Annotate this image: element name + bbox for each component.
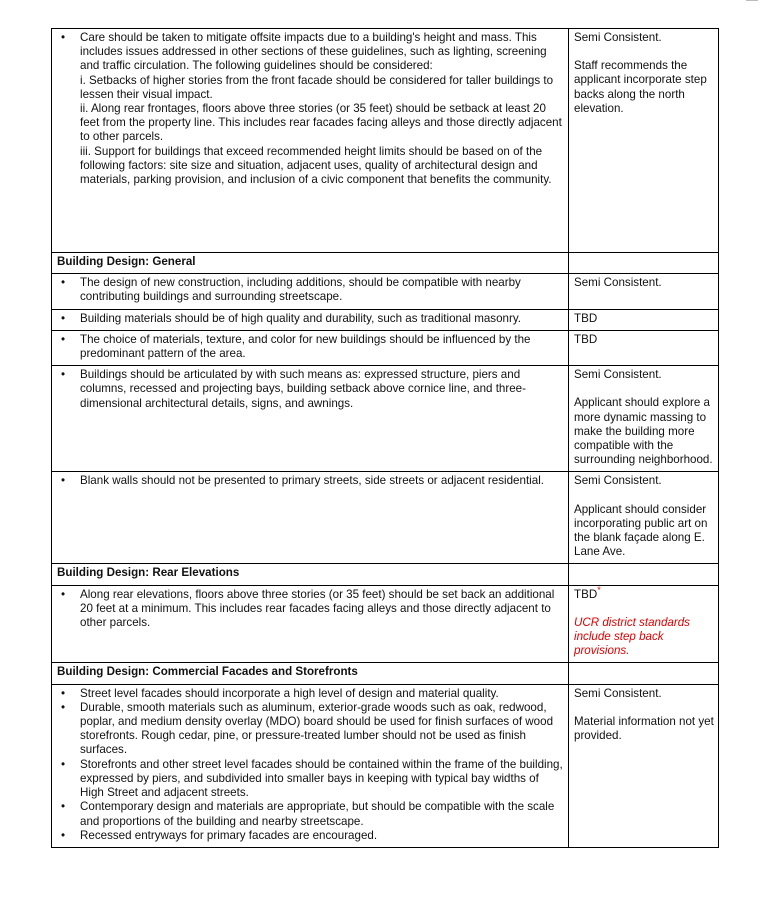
section-header-row xyxy=(52,564,719,585)
list-item: • The design of new construction, including additions, should be compatible with nearby contributing buildings and surrounding streetscape. xyxy=(80,276,565,304)
table-row xyxy=(52,29,719,253)
status-text: TBD xyxy=(574,332,598,346)
staff-note: Applicant should consider incorporating public art on the blank façade along E. Lane Ave. xyxy=(574,502,708,559)
table-row xyxy=(52,684,719,847)
guideline-subitem: iii. Support for buildings that exceed recommended height limits should be based on of the following factors: site size and situation, adjacent uses, quality of architectural design and materials, parking provision, and inclusion of a civic component that benefits the community. xyxy=(80,144,552,187)
list-item: • Durable, smooth materials such as aluminum, exterior-grade woods such as oak, redwood, poplar, and medium density overlay (MDO) board should be used for finish surfaces of wood storefronts. Rough cedar, pine, or pressure-treated lumber should not be used as finish surfaces. xyxy=(80,701,565,758)
table-row xyxy=(52,274,719,309)
section-heading-blank xyxy=(569,663,719,684)
staff-note: Applicant should explore a more dynamic massing to make the building more compatible with the surrounding neighborhood. xyxy=(574,396,713,467)
status-text: Semi Consistent. xyxy=(574,31,662,44)
list-item xyxy=(80,31,565,187)
list-item: • Along rear elevations, floors above three stories (or 35 feet) should be set back an additional 20 feet at a minimum. This includes rear facades facing alleys and those directly adjacent to other parcels. xyxy=(80,588,565,631)
table-row xyxy=(52,309,719,330)
table-row xyxy=(52,330,719,365)
guideline-subitem: i. Setbacks of higher stories from the front facade should be considered for taller buildings to lessen their visual impact. xyxy=(80,73,554,101)
status-text: Semi Consistent. xyxy=(574,276,662,290)
section-header-row xyxy=(52,253,719,274)
status-text: Semi Consistent. xyxy=(574,474,662,488)
list-item: • Blank walls should not be presented to primary streets, side streets or adjacent residential. xyxy=(80,474,565,488)
status-value: TBD xyxy=(574,587,598,601)
list-item: • The choice of materials, texture, and color for new buildings should be influenced by the predominant pattern of the area. xyxy=(80,333,565,361)
list-item: • Storefronts and other street level facades should be contained within the frame of the building, expressed by piers, and subdivided into smaller bays in keeping with typical bay widths of High Street and adjacent streets. xyxy=(80,758,565,801)
list-item: • Building materials should be of high quality and durability, such as traditional masonry. xyxy=(80,312,565,326)
table-row xyxy=(52,585,719,663)
section-heading-blank xyxy=(569,564,719,585)
district-note: UCR district standards include step back provisions. xyxy=(574,615,690,658)
section-heading: Building Design: Commercial Facades and Storefronts xyxy=(52,663,569,684)
list-item: • Street level facades should incorporate a high level of design and material quality. xyxy=(80,687,565,701)
status-text: Semi Consistent. xyxy=(574,686,662,700)
status-text: Semi Consistent. xyxy=(574,368,662,382)
guideline-text: • Care should be taken to mitigate offsite impacts due to a building's height and mass. This includes issues addressed in other sections of these guidelines, such as lighting, screening and traffic circulation. The following guidelines should be considered: xyxy=(80,31,547,73)
table-row xyxy=(52,366,719,472)
staff-note: Staff recommends the applicant incorporate step backs along the north elevation. xyxy=(574,59,707,115)
footnote-marker: * xyxy=(597,584,601,595)
section-heading: Building Design: General xyxy=(52,253,569,274)
list-item: • Recessed entryways for primary facades are encouraged. xyxy=(80,829,565,843)
guidelines-table xyxy=(51,28,719,848)
status-text: TBD xyxy=(574,311,598,325)
status-text xyxy=(574,584,715,602)
guideline-subitem: ii. Along rear frontages, floors above three stories (or 35 feet) should be setback at least 20 feet from the property line. This includes rear facades facing alleys and those directly adjacent to other parcels. xyxy=(80,102,562,144)
list-item: • Contemporary design and materials are appropriate, but should be compatible with the scale and proportions of the building and nearby streetscape. xyxy=(80,800,565,828)
table-row xyxy=(52,472,719,564)
guideline-cell xyxy=(52,29,569,253)
list-item: • Buildings should be articulated by with such means as: expressed structure, piers and columns, recessed and projecting bays, building setback above cornice line, and three-dimensional architectural details, signs, and awnings. xyxy=(80,368,565,411)
section-header-row xyxy=(52,663,719,684)
section-heading: Building Design: Rear Elevations xyxy=(52,564,569,585)
status-cell xyxy=(569,29,719,253)
section-heading-blank xyxy=(569,253,719,274)
page-corner-mark xyxy=(746,0,758,5)
staff-note: Material information not yet provided. xyxy=(574,714,714,743)
